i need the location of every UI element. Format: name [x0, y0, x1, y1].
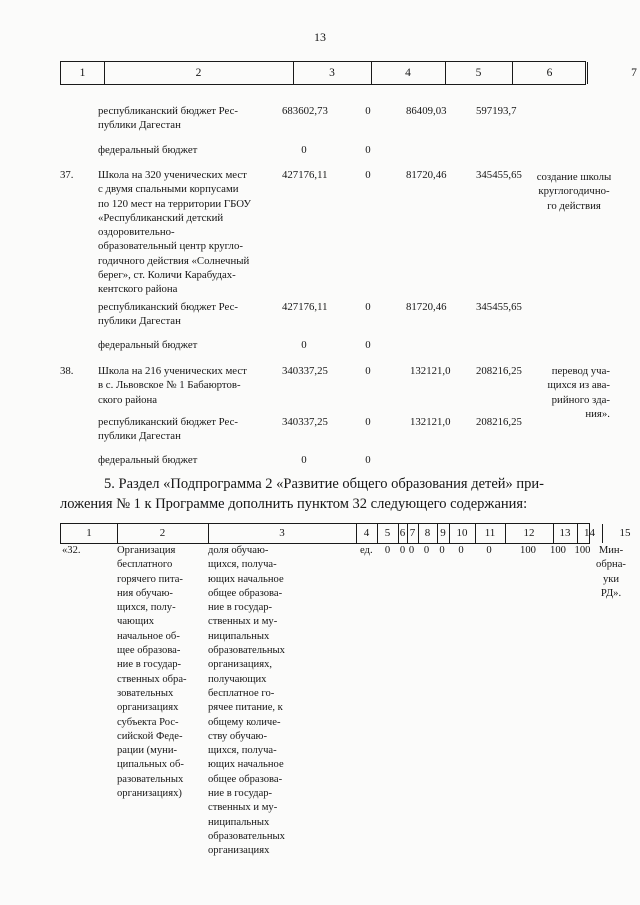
measure-name: Организация бесплатного горячего пита- ния обучаю- щихся, полу- чающих начальное об- щее образова- ние в государ- ственных обра- зовательных организациях субъекта Рос- сийской Феде- рации (муни- ципальных об- разовательных организациях)	[117, 545, 187, 800]
table2-header-row	[60, 523, 631, 544]
table2-header-cell: 11	[484, 527, 496, 539]
value-col10: 0	[458, 545, 464, 556]
purpose-note: перевод уча- щихся из ава- рийного зда- ния».	[547, 365, 610, 420]
value-col6: 345455,65	[476, 169, 522, 181]
value-col3: 340337,25	[282, 416, 328, 428]
value-col3: 427176,11	[282, 169, 328, 181]
table1-header-cell: 4	[405, 67, 411, 79]
table2-header-cell: 7	[409, 527, 416, 539]
object-name: Школа на 320 ученических мест с двумя спальными корпусами по 120 мест на территории ГБОУ «Республиканский детский оздоровительно- образовательный центр кругло- годичного действия «Солнечный берег», ст. Количи Карабудах- кентского района	[98, 169, 252, 296]
value-col9: 0	[439, 545, 445, 556]
table2-header-cell: 6	[399, 527, 406, 539]
value-col4: 0	[365, 365, 371, 377]
value-col4: 0	[365, 416, 371, 428]
table2-header-cell: 2	[159, 527, 166, 539]
table2-header-cell: 12	[523, 527, 535, 539]
value-col14: 100	[574, 545, 591, 556]
unit: ед.	[360, 545, 373, 556]
table2-header-cell: 1	[86, 527, 92, 539]
table1-header-cell: 5	[475, 67, 482, 79]
value-col5: 132121,0	[410, 365, 451, 377]
value-col7: 0	[408, 545, 415, 556]
value-col4: 0	[365, 169, 371, 181]
value-col3: 0	[301, 454, 307, 466]
responsible-executor: Мин- обрна- уки РД».	[596, 545, 626, 599]
value-col6: 345455,65	[476, 301, 522, 313]
value-col5: 132121,0	[410, 416, 451, 428]
value-col3: 0	[301, 144, 307, 156]
value-col11: 0	[486, 545, 492, 556]
budget-label-republic: республиканский бюджет Рес- публики Дагестан	[98, 416, 238, 443]
value-col3: 340337,25	[282, 365, 328, 377]
table1-header-cell: 3	[329, 67, 335, 79]
table2-header-cell: 3	[279, 527, 285, 539]
section-paragraph-line1: 5. Раздел «Подпрограмма 2 «Развитие общего образования детей» при-	[104, 476, 545, 492]
value-col5: 0	[384, 545, 391, 556]
table2-header-cell: 13	[559, 527, 571, 539]
row-number: 38.	[60, 365, 74, 377]
value-col6: 208216,25	[476, 365, 522, 377]
value-col5: 86409,03	[406, 105, 447, 117]
indicator-description: доля обучаю- щихся, получа- ющих начальное общее образова- ние в государ- ственных и му- ниципальных образовательных организациях, получающих бесплатное го- рячее питание, к общему количе- ству обучаю- щихся, получа- ющих начальное общее образова- ние в государ- ственных и му- ниципальных образовательных организациях	[208, 545, 285, 857]
table1-header-cell: 2	[195, 67, 202, 79]
value-col4: 0	[365, 339, 371, 351]
value-col5: 81720,46	[406, 301, 447, 313]
budget-label-republic: республиканский бюджет Рес- публики Дагестан	[98, 105, 238, 132]
value-col4: 0	[365, 454, 371, 466]
value-col4: 0	[365, 301, 371, 313]
value-col13: 100	[550, 545, 566, 556]
value-col6: 597193,7	[476, 105, 517, 117]
value-col3: 683602,73	[282, 105, 328, 117]
value-col8: 0	[423, 545, 430, 556]
object-name: Школа на 216 ученических мест в с. Львовское № 1 Бабаюртов- ского района	[98, 365, 247, 406]
item-number: «32.	[62, 545, 81, 556]
table1-header-cell: 7	[631, 67, 637, 79]
value-col5: 81720,46	[406, 169, 447, 181]
table2-header-cell: 5	[384, 527, 391, 539]
value-col12: 100	[520, 545, 536, 556]
value-col4: 0	[365, 105, 371, 117]
budget-label-federal: федеральный бюджет	[98, 454, 198, 466]
purpose-note: создание школы круглогодично- го действия	[536, 171, 612, 212]
table2-header-cell: 10	[456, 527, 468, 539]
budget-label-federal: федеральный бюджет	[98, 144, 198, 156]
table1-header-cell: 6	[546, 67, 553, 79]
value-col4: 0	[365, 144, 371, 156]
row-number: 37.	[60, 169, 74, 181]
value-col6: 208216,25	[476, 416, 522, 428]
page-number: 13	[314, 30, 326, 44]
value-col6: 0	[399, 545, 406, 556]
table1-header-row	[60, 61, 637, 85]
value-col3: 427176,11	[282, 301, 328, 313]
table2-header-cell: 9	[440, 527, 446, 539]
budget-label-republic: республиканский бюджет Рес- публики Дагестан	[98, 301, 238, 328]
table2-header-cell: 14	[584, 527, 595, 539]
section-paragraph-line2: ложения № 1 к Программе дополнить пунктом 32 следующего содержания:	[60, 496, 528, 512]
table2-header-cell: 8	[424, 527, 431, 539]
table2-header-cell: 15	[619, 527, 631, 539]
budget-label-federal: федеральный бюджет	[98, 339, 198, 351]
table1-header-cell: 1	[79, 67, 86, 79]
table2-header-cell: 4	[363, 527, 370, 539]
value-col3: 0	[301, 339, 307, 351]
